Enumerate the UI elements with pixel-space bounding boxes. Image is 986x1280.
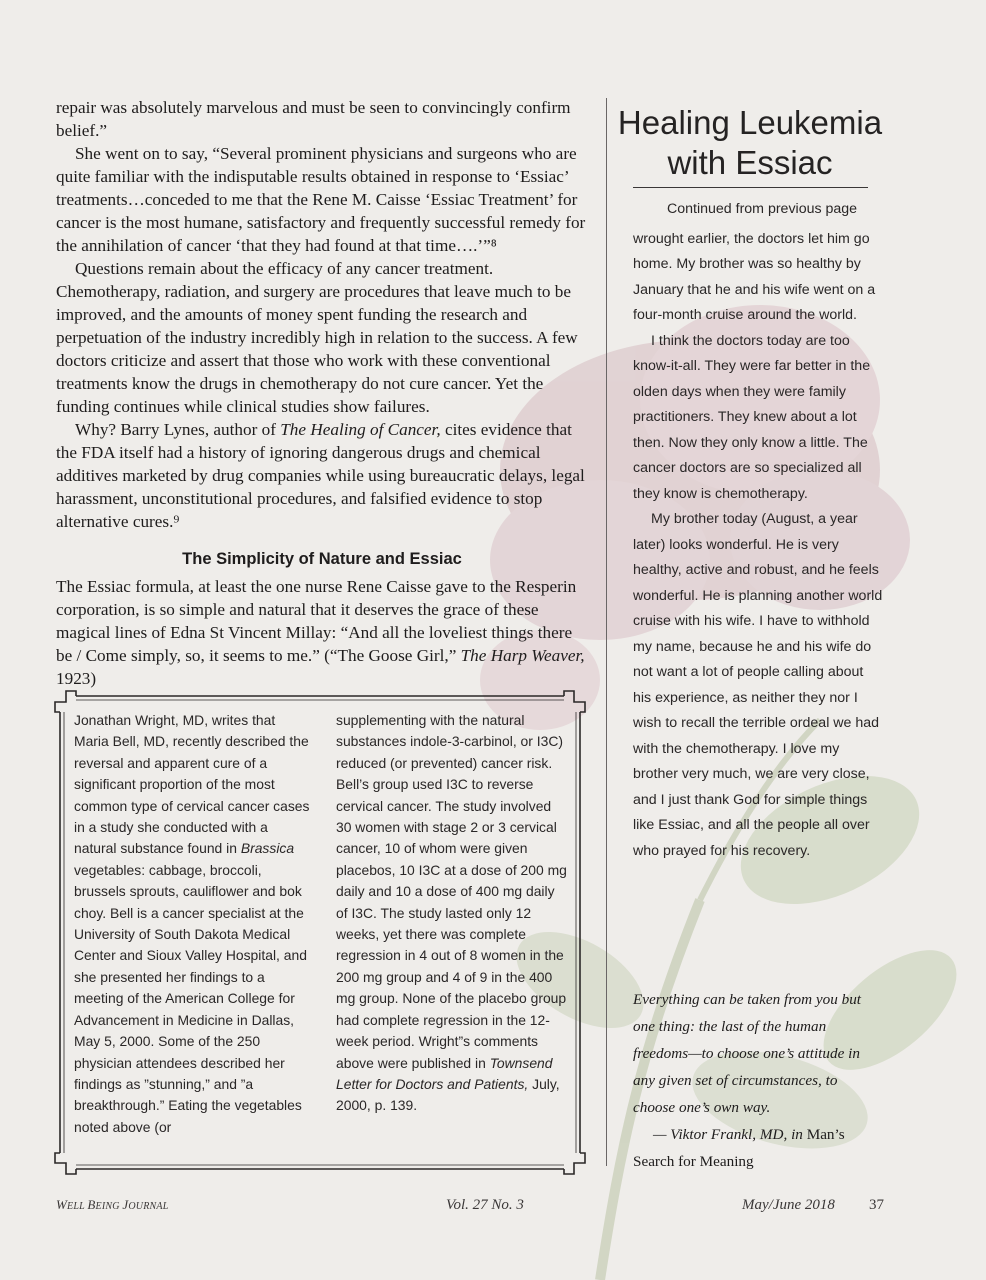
paragraph: Questions remain about the efficacy of any cancer treatment. Chemotherapy, radiation, and surgery are procedures that leave much to be improved, and the amounts of money spent funding the research and perpetuation of the industry incredibly high in relation to the success. A few doctors criticize and assert that those who work with these conventional treatments know the drugs in chemotherapy do not cure cancer. Yet the funding continues while clinical studies show failures. [56, 259, 578, 416]
sidebar-column-2 [336, 710, 568, 1117]
quote-attribution [633, 1121, 883, 1175]
journal-letter: W [56, 1197, 68, 1212]
paragraph [56, 575, 588, 690]
text-run: cites evidence that the FDA itself had a history of ignoring dangerous drugs and chemical additives marketed by drug companies while using bureaucratic delays, legal harassment, unconstitutional procedures, and falsified evidence to stop alternative cures.⁹ [56, 420, 585, 531]
book-title: The Healing of Cancer, [280, 420, 441, 439]
journal-smallcaps: OURNAL [128, 1201, 169, 1212]
section-subheading: The Simplicity of Nature and Essiac [182, 550, 462, 568]
page-number: 37 [869, 1197, 884, 1213]
footer-journal-name [56, 1197, 168, 1213]
publication-title: Townsend Letter for Doctors and Patients, [336, 1054, 553, 1092]
italic-term: Brassica [240, 840, 295, 857]
paragraph: repair was absolutely marvelous and must be seen to convincingly confirm belief.” [56, 98, 571, 140]
sidebar-box [54, 690, 586, 1175]
sidebar-column-1 [74, 710, 311, 1138]
paragraph: wrought earlier, the doctors let him go home. My brother was so healthy by January that he and his wife went on a four-month cruise around the world. [633, 230, 876, 323]
paragraph [56, 418, 588, 533]
journal-smallcaps: ELL [67, 1201, 88, 1212]
paragraph: My brother today (August, a year later) looks wonderful. He is very healthy, active and robust, and he feels wonderful. He is planning another world cruise with his wife. I have to withhold my name, because he and his wife do not want a lot of people calling about his experience, as neither they nor I wish to recall the terrible ordeal we had with the chemotherapy. I love my brother very much, we are very close, and I just thank God for simple things like Essiac, and all the people all over who prayed for his recovery. [633, 511, 883, 859]
attribution-author: — Viktor Frankl, MD, in [653, 1126, 803, 1143]
sidebar-article-body [633, 197, 883, 864]
text-run: Why? Barry Lynes, author of [75, 420, 281, 439]
column-divider [606, 98, 607, 1166]
text-run: July, 2000, p. 139. [336, 1075, 560, 1114]
pull-quote [633, 986, 883, 1175]
journal-smallcaps: EING [95, 1201, 123, 1212]
footer-volume: Vol. 27 No. 3 [446, 1197, 524, 1213]
book-title: The Harp Weaver, [460, 646, 585, 665]
text-run: Jonathan Wright, MD, writes that Maria Bell, MD, recently described the reversal and apparent cure of a significant proportion of the most common type of cervical cancer cases in a study she conducted with a natural substance found in [74, 712, 310, 857]
text-run: 1923) [56, 669, 97, 688]
journal-letter: B [87, 1197, 96, 1212]
text-run: The Essiac formula, at least the one nurse Rene Caisse gave to the Resperin corporation, is so simple and natural that it deserves the grace of these magical lines of Edna St Vincent Millay: “And all the loveliest things there be / Come simply, so, it seems to me.” (“The Goose Girl,” [56, 577, 577, 665]
quote-text: Everything can be taken from you but one thing: the last of the human freedoms—to choose one’s attitude in any given set of circumstances, to choose one’s own way. [633, 991, 862, 1116]
journal-letter: J [122, 1197, 129, 1212]
article-title [614, 103, 886, 183]
continued-note: Continued from previous page [667, 201, 858, 217]
text-run: vegetables: cabbage, broccoli, brussels sprouts, cauliflower and bok choy. Bell is a cancer specialist at the University of South Dakota Medical Center and Sioux Valley Hospital, and she presented her findings to a meeting of the American College for Advancement in Medicine in Dallas, May 5, 2000. Some of the 250 physician attendees described her findings as ”stunning,” and ”a breakthrough.” Eating the vegetables noted above (or [74, 861, 307, 1135]
paragraph: I think the doctors today are too know-it-all. They were far better in the olden days when they were family practitioners. They knew about a lot then. Now they only know a little. The cancer doctors are so specialized all they know is chemotherapy. [633, 332, 871, 502]
title-line: with Essiac [667, 144, 833, 181]
footer-date: May/June 2018 [742, 1197, 835, 1213]
main-article-body [56, 96, 588, 690]
paragraph: She went on to say, “Several prominent physicians and surgeons who are quite familiar with the indisputable results obtained in response to ‘Essiac’ treatments…conceded to me that the Rene M. Caisse ‘Essiac Treatment’ for cancer is the most humane, satisfactory and frequently successful remedy for the annihilation of cancer ‘that they had found at that time….’”⁸ [56, 144, 586, 255]
attribution-book: Man’s Search for Meaning [633, 1126, 845, 1170]
text-run: supplementing with the natural substances indole-3-carbinol, or I3C) reduced (or prevented) cancer risk. Bell’s group used I3C to reverse cervical cancer. The study involved 30 women with stage 2 or 3 cervical cancer, 10 of whom were given placebos, 10 I3C at a dose of 200 mg daily and 10 a dose of 400 mg daily of I3C. The study lasted only 12 weeks, yet there was complete regression in 4 out of 8 women in the 200 mg group and 4 of 9 in the 400 mg group. None of the placebo group had complete regression in the 12-week period. Wright”s comments above were published in [336, 712, 567, 1071]
title-line: Healing Leukemia [617, 104, 883, 141]
title-rule [633, 187, 868, 188]
